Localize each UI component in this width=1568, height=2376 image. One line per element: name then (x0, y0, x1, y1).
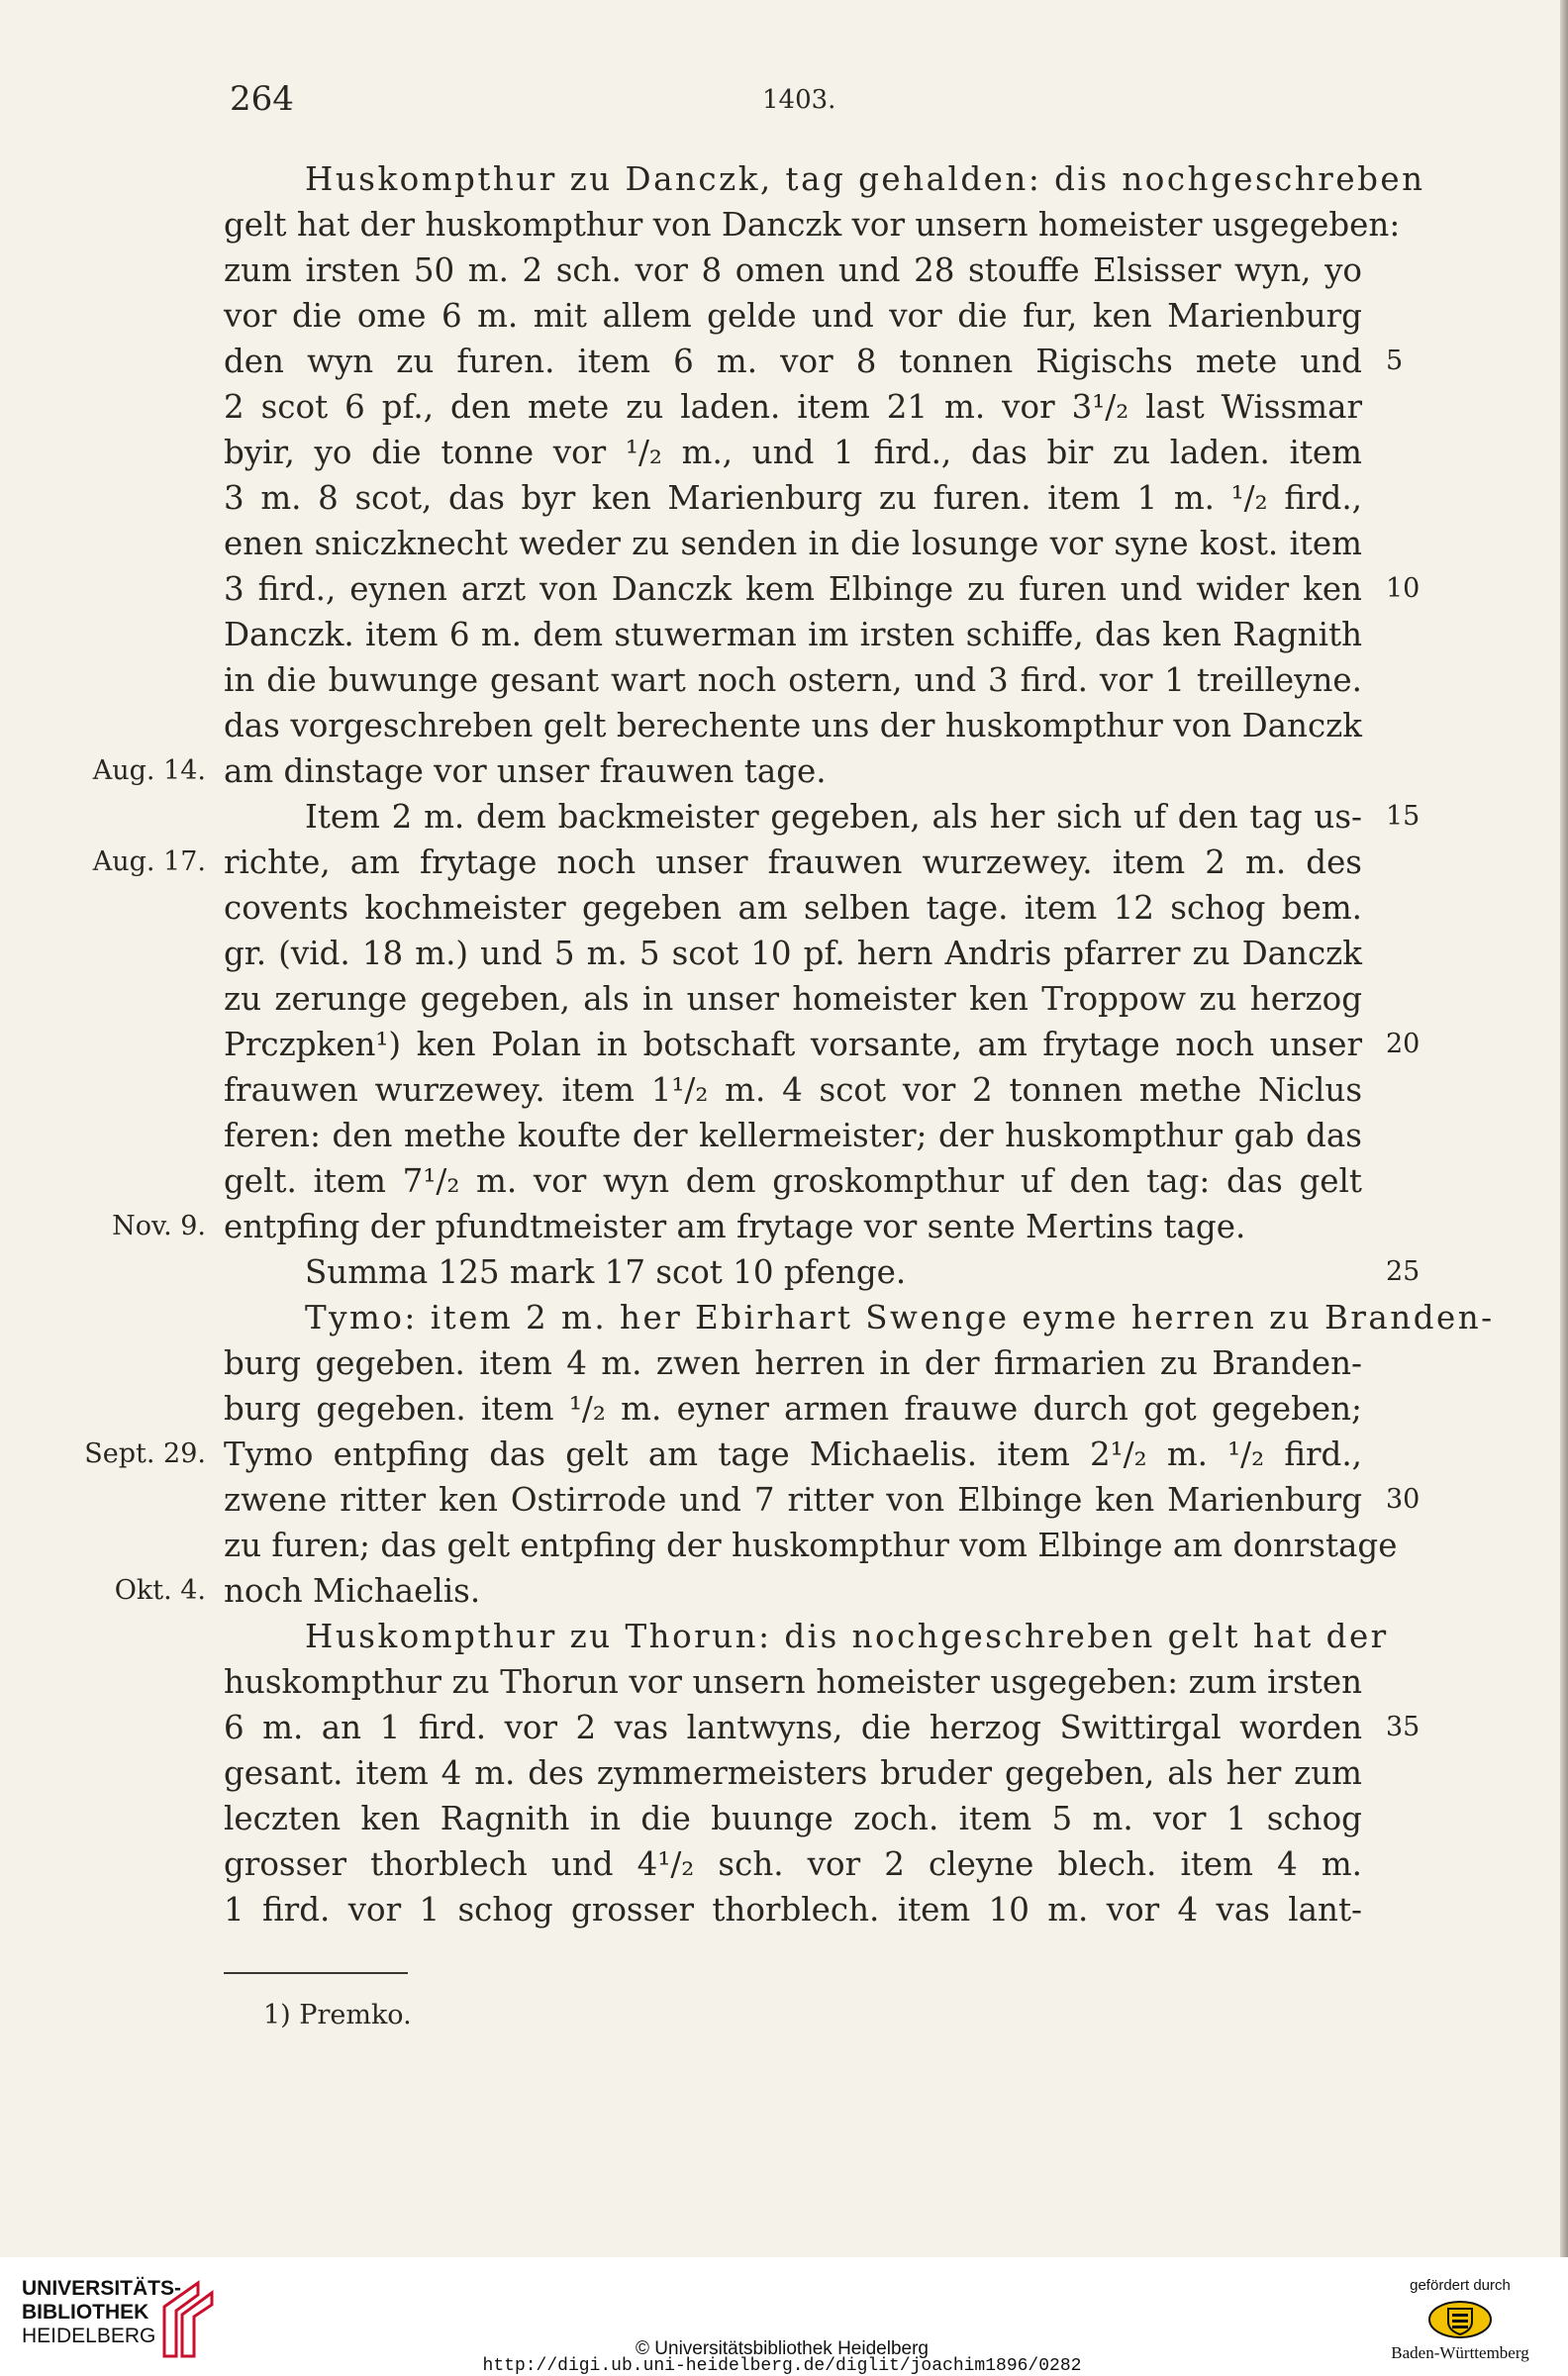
line-text: richte, am frytage noch unser frauwen wurzewey. item 2 m. des (224, 843, 1362, 881)
line-text: frauwen wurzewey. item 1¹/₂ m. 4 scot vor 2 tonnen methe Niclus (224, 1071, 1362, 1109)
line-text: 6 m. an 1 fird. vor 2 vas lantwyns, die herzog Swittirgal worden (224, 1709, 1362, 1746)
footnote-rule (224, 1972, 408, 1974)
text-line (224, 1295, 1495, 1340)
line-number: 20 (1386, 1029, 1421, 1059)
text-line (224, 1477, 1421, 1523)
line-number: 25 (1386, 1256, 1421, 1287)
text-line (224, 1659, 1362, 1705)
viewer-footer (0, 2257, 1568, 2376)
text-line (84, 1432, 1362, 1477)
text-line (224, 1841, 1362, 1887)
line-text: zwene ritter ken Ostirrode und 7 ritter von Elbinge ken Marienburg (224, 1481, 1362, 1519)
line-number: 35 (1386, 1712, 1421, 1742)
margin-date: Okt. 4. (114, 1575, 206, 1606)
text-line (224, 475, 1362, 521)
text-line (224, 248, 1362, 293)
text-line (224, 156, 1425, 202)
text-line (224, 202, 1401, 248)
text-line (224, 703, 1362, 748)
text-line (224, 1249, 1421, 1295)
library-name-line3: HEIDELBERG (22, 2325, 156, 2347)
text-line (114, 1568, 1362, 1614)
line-number: 5 (1386, 346, 1404, 376)
text-line (224, 931, 1362, 976)
text-line (224, 1340, 1362, 1386)
sponsor-label: gefördert durch (1410, 2277, 1511, 2294)
page-number: 264 (230, 79, 294, 119)
line-text: covents kochmeister gegeben am selben tage. item 12 schog bem. (224, 889, 1362, 927)
line-text: gelt. item 7¹/₂ m. vor wyn dem groskompthur uf den tag: das gelt (224, 1162, 1362, 1200)
text-line (224, 566, 1421, 612)
text-line (224, 1887, 1362, 1932)
permalink-url[interactable]: http://digi.ub.uni-heidelberg.de/diglit/joachim1896/0282 (482, 2356, 1082, 2376)
text-line (224, 1796, 1362, 1841)
line-number: 10 (1386, 573, 1421, 604)
state-emblem-icon (1427, 2300, 1493, 2339)
text-line (224, 794, 1421, 840)
page-edge-shadow (1560, 0, 1568, 2257)
library-name-line2: BIBLIOTHEK (22, 2301, 149, 2324)
line-text: feren: den methe koufte der kellermeister; der huskompthur gab das (224, 1117, 1362, 1154)
line-number: 30 (1386, 1484, 1421, 1515)
library-name-line1: UNIVERSITÄTS- (22, 2277, 182, 2300)
line-text: zu furen; das gelt entpfing der huskompthur vom Elbinge am donrstage (224, 1527, 1398, 1564)
line-text: gelt hat der huskompthur von Danczk vor unsern homeister usgegeben: (224, 206, 1401, 244)
text-line (224, 1022, 1421, 1067)
line-text: gesant. item 4 m. des zymmermeisters bruder gegeben, als her zum (224, 1754, 1362, 1792)
margin-date: Aug. 17. (92, 846, 206, 877)
text-line (224, 1705, 1421, 1750)
margin-date: Sept. 29. (84, 1438, 206, 1469)
line-text: Prczpken¹) ken Polan in botschaft vorsante, am frytage noch unser (224, 1026, 1362, 1063)
text-line (224, 293, 1362, 339)
line-text: burg gegeben. item ¹/₂ m. eyner armen frauwe durch got gegeben; (224, 1390, 1362, 1428)
line-text: den wyn zu furen. item 6 m. vor 8 tonnen Rigischs mete und (224, 343, 1362, 380)
text-line (92, 748, 1362, 794)
line-text: Huskompthur zu Danczk, tag gehalden: dis nochgeschreben (305, 160, 1425, 198)
footnote: 1) Premko. (263, 2000, 412, 2030)
line-text: Tymo entpfing das gelt am tage Michaelis. item 2¹/₂ m. ¹/₂ fird., (224, 1436, 1362, 1473)
margin-date: Aug. 14. (92, 755, 206, 786)
line-text: Item 2 m. dem backmeister gegeben, als her sich uf den tag us- (305, 798, 1362, 836)
text-line (224, 1614, 1389, 1659)
text-line (224, 1067, 1362, 1113)
line-text: Danczk. item 6 m. dem stuwerman im irsten schiffe, das ken Ragnith (224, 616, 1362, 653)
line-text: leczten ken Ragnith in die buunge zoch. item 5 m. vor 1 schog (224, 1800, 1362, 1837)
body-text (84, 156, 1495, 1932)
text-line (224, 339, 1404, 384)
text-line (224, 1158, 1362, 1204)
sponsor-name: Baden-Württemberg (1391, 2343, 1529, 2362)
text-line (224, 612, 1362, 657)
line-text: Tymo: item 2 m. her Ebirhart Swenge eyme herren zu Branden- (305, 1299, 1495, 1336)
margin-date: Nov. 9. (112, 1211, 206, 1241)
text-line (224, 1523, 1398, 1568)
line-text: das vorgeschreben gelt berechente uns der huskompthur von Danczk (224, 707, 1362, 744)
line-text: byir, yo die tonne vor ¹/₂ m., und 1 fird., das bir zu laden. item (224, 434, 1362, 471)
line-text: 3 m. 8 scot, das byr ken Marienburg zu furen. item 1 m. ¹/₂ fird., (224, 479, 1362, 517)
text-line (224, 384, 1362, 430)
library-logo[interactable] (22, 2277, 181, 2348)
sponsor-block[interactable] (1366, 2277, 1554, 2363)
line-number: 15 (1386, 801, 1421, 832)
line-text: huskompthur zu Thorun vor unsern homeister usgegeben: zum irsten (224, 1663, 1362, 1701)
text-line (112, 1204, 1362, 1249)
line-text: Huskompthur zu Thorun: dis nochgeschreben gelt hat der (305, 1618, 1389, 1655)
copyright-notice: © Universitätsbibliothek Heidelberg (636, 2338, 929, 2359)
text-line (224, 521, 1362, 566)
line-text: 2 scot 6 pf., den mete zu laden. item 21 m. vor 3¹/₂ last Wissmar (224, 388, 1362, 426)
line-text: vor die ome 6 m. mit allem gelde und vor die fur, ken Marienburg (224, 297, 1362, 335)
line-text: gr. (vid. 18 m.) und 5 m. 5 scot 10 pf. hern Andris pfarrer zu Danczk (224, 935, 1362, 972)
line-text: enen sniczknecht weder zu senden in die losunge vor syne kost. item (224, 525, 1362, 562)
text-line (224, 657, 1362, 703)
text-line (224, 1750, 1362, 1796)
line-text: noch Michaelis. (224, 1572, 481, 1610)
line-text: 3 fird., eynen arzt von Danczk kem Elbinge zu furen und wider ken (224, 570, 1362, 608)
line-text: zu zerunge gegeben, als in unser homeister ken Troppow zu herzog (224, 980, 1362, 1018)
text-line (224, 1386, 1362, 1432)
text-line (224, 885, 1362, 931)
line-text: am dinstage vor unser frauwen tage. (224, 752, 827, 790)
text-line (224, 1113, 1362, 1158)
text-line (92, 840, 1362, 885)
text-line (224, 976, 1362, 1022)
line-text: grosser thorblech und 4¹/₂ sch. vor 2 cleyne blech. item 4 m. (224, 1845, 1362, 1883)
line-text: in die buwunge gesant wart noch ostern, und 3 fird. vor 1 treilleyne. (224, 661, 1362, 699)
line-text: Summa 125 mark 17 scot 10 pfenge. (305, 1253, 907, 1291)
line-text: entpfing der pfundtmeister am frytage vor sente Mertins tage. (224, 1208, 1246, 1245)
line-text: burg gegeben. item 4 m. zwen herren in der firmarien zu Branden- (224, 1344, 1362, 1382)
running-title: 1403. (762, 85, 836, 115)
line-text: 1 fird. vor 1 schog grosser thorblech. item 10 m. vor 4 vas lant- (224, 1891, 1362, 1929)
page-header (0, 69, 1568, 129)
library-mark-icon (158, 2277, 218, 2366)
text-line (224, 430, 1362, 475)
line-text: zum irsten 50 m. 2 sch. vor 8 omen und 28 stouffe Elsisser wyn, yo (224, 251, 1362, 289)
